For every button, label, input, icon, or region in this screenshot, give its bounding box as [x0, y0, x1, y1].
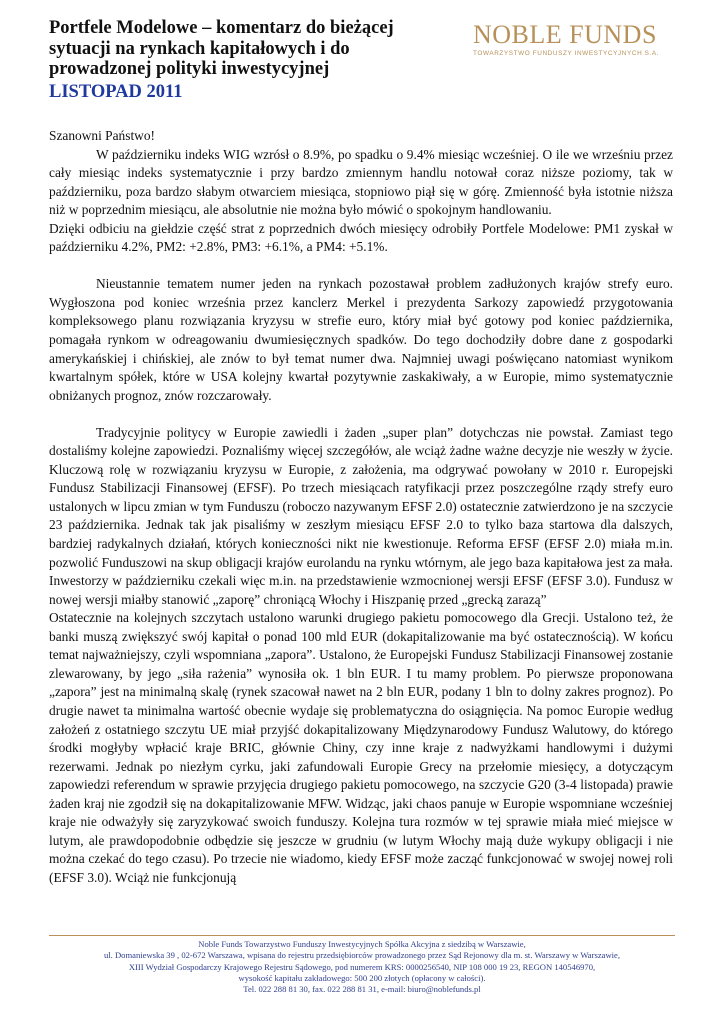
paragraph-greece-package: Ostatecznie na kolejnych szczytach ustalono warunki drugiego pakietu pomocowego dla Grecji. Ustalono też, że banki muszą zwiększyć swój kapitał o ponad 100 mld EUR (dokapitalizowanie ma być ostatecznością). W końcu temat najważniejszy, czyli wspomniana „zapora”. Ustalono, że Europejski Fundusz Stabilizacji Finansowej zostanie zlewarowany, by jego „siła rażenia” wynosiła ok. 1 bln EUR. I tu mamy problem. Po pierwsze proponowana „zapora” jest na minimalną skalę (rynek szacował nawet na 2 bln EUR, podany 1 bln to dolny zakres prognoz). Po drugie nawet ta minimalna wartość obecnie wydaje się problematyczna do osiągnięcia. Na pomoc Europie według założeń z ostatniego szczytu UE miał przyjść dokapitalizowany Międzynarodowy Fundusz Walutowy, do którego środki mogłyby wpłacić kraje BRIC, głównie Chiny, czy inne kraje z nadwyżkami handlowymi i dużymi rezerwami. Jednak po niezłym cyrku, jaki zafundowali Europie Grecy na przełomie miesięcy, a dotyczącym zapowiedzi referendum w sprawie przyjęcia drugiego pakietu pomocowego, na szczycie G20 (3-4 listopada) prawie żaden kraj nie zgodził się na dokapitalizowanie MFW. Widząc, jaki chaos panuje w Europie wspomniane wcześniej kraje nie odważyły się zaryzykować swoich funduszy. Kolejna tura rozmów w tej sprawie miała mieć miejsce w lutym, ale prawdopodobnie odbędzie się jeszcze w grudniu (w lutym Włochy mają duże wykupy obligacji i nie można czekać do tego czasu). Po trzecie nie wiadomo, kiedy EFSF może zacząć funkcjonować w swojej nowej roli (EFSF 3.0). Wciąż nie funkcjonują [49, 610, 673, 885]
footer-capital-line: wysokość kapitału zakładowego: 500 200 złotych (opłacony w całości). [238, 972, 486, 983]
paragraph-portfolio-returns: Dzięki odbiciu na giełdzie część strat z poprzednich dwóch miesięcy odrobiły Portfele Modelowe: PM1 zyskał w październiku 4.2%, PM2: +2.8%, PM3: +6.1%, a PM4: +5.1%. [49, 220, 673, 255]
paragraph-efsf: Tradycyjnie politycy w Europie zawiedli i żaden „super plan” dotychczas nie powstał. Zamiast tego dostaliśmy kolejne zapowiedzi. Poznaliśmy więcej szczegółów, ale wciąż żadne ważne decyzje nie weszły w życie. Kluczową rolę w rozwiązaniu kryzysu w Europie, z założenia, ma odgrywać powołany w 2010 r. Europejski Fundusz Stabilizacji Finansowej (EFSF). Po trzech miesiącach ratyfikacji przez poszczególne rządy strefy euro ustalonych w lipcu zmian w tym Funduszu (roboczo nazywanym EFSF 2.0) ostatecznie zatwierdzono je na szczycie 23 października. Jednak tak jak pisaliśmy w zeszłym miesiącu EFSF 2.0 to tylko baza startowa dla dalszych, bardziej radykalnych działań, których konieczności nikt nie kwestionuje. Reforma EFSF (EFSF 2.0) miała m.in. pozwolić Funduszowi na skup obligacji krajów eurolandu na rynku wtórnym, ale jego baza kapitałowa jest za mała. Inwestorzy w październiku czekali więc m.in. na przedstawienie wzmocnionej wersji EFSF (EFSF 3.0). Fundusz w nowej wersji miałby stanowić „zaporę” chroniącą Włochy i Hiszpanię przed „grecką zarazą” [49, 424, 673, 607]
document-period: LISTOPAD 2011 [49, 82, 183, 102]
company-logo [473, 22, 693, 62]
footer-address-line: ul. Domaniewska 39 , 02-672 Warszawa, wpisana do rejestru przedsiębiorców prowadzonego przez Sąd Rejonowy dla m. st. Warszawy w Warszawie, [103, 950, 621, 961]
logo-wordmark: NOBLE FUNDS [473, 20, 657, 49]
logo-tagline: TOWARZYSTWO FUNDUSZY INWESTYCYJNYCH S.A. [473, 50, 660, 57]
document-title: Portfele Modelowe – komentarz do bieżącej sytuacji na rynkach kapitałowych i do prowadzonej polityki inwestycyjnej [49, 18, 394, 79]
document-body [49, 127, 673, 887]
document-header [49, 18, 689, 118]
footer-registry-line: XIII Wydział Gospodarczy Krajowego Rejestru Sądowego, pod numerem KRS: 0000256540, NIP 108 000 19 23, REGON 140546970, [128, 961, 596, 972]
footer-company-line: Noble Funds Towarzystwo Funduszy Inwestycyjnych Spółka Akcyjna z siedzibą w Warszawie, [198, 939, 526, 949]
greeting: Szanowni Państwo! [49, 128, 156, 143]
document-footer [49, 939, 675, 995]
paragraph-wig-october: W październiku indeks WIG wzrósł o 8.9%, po spadku o 9.4% miesiąc wcześniej. O ile we wrześniu przez cały miesiąc indeks systematycznie i przy bardzo zmiennym handlu notował coraz niższe poziomy, tak w październiku, poza bardzo słabym otwarciem miesiąca, stopniowo piął się w górę. Zmienność była istotnie niższa niż w poprzednim miesiącu, ale absolutnie nie można było mówić o spokojnym handlowaniu. [49, 146, 673, 218]
footer-contact-line: Tel. 022 288 81 30, fax. 022 288 81 31, e-mail: biuro@noblefunds.pl [243, 984, 481, 995]
paragraph-eurozone-debt: Nieustannie tematem numer jeden na rynkach pozostawał problem zadłużonych krajów strefy euro. Wygłoszona pod koniec września przez kanclerz Merkel i prezydenta Sarkozy zapowiedź przygotowania kompleksowego planu rozwiązania kryzysu w strefie euro, który miał być gotowy pod koniec października, pomagała rynkom w odreagowaniu dwumiesięcznych spadków. Do tego dochodziły dobre dane z gospodarki amerykańskiej i chińskiej, ale znów to był temat numer dwa. Najmniej uwagi poświęcano natomiast wynikom kwartalnym spółek, które w USA kolejny kwartał pozytywnie zaskakiwały, a w Europie, mimo systematycznie obniżanych prognoz, znów rozczarowały. [49, 276, 673, 403]
footer-divider [49, 935, 675, 936]
